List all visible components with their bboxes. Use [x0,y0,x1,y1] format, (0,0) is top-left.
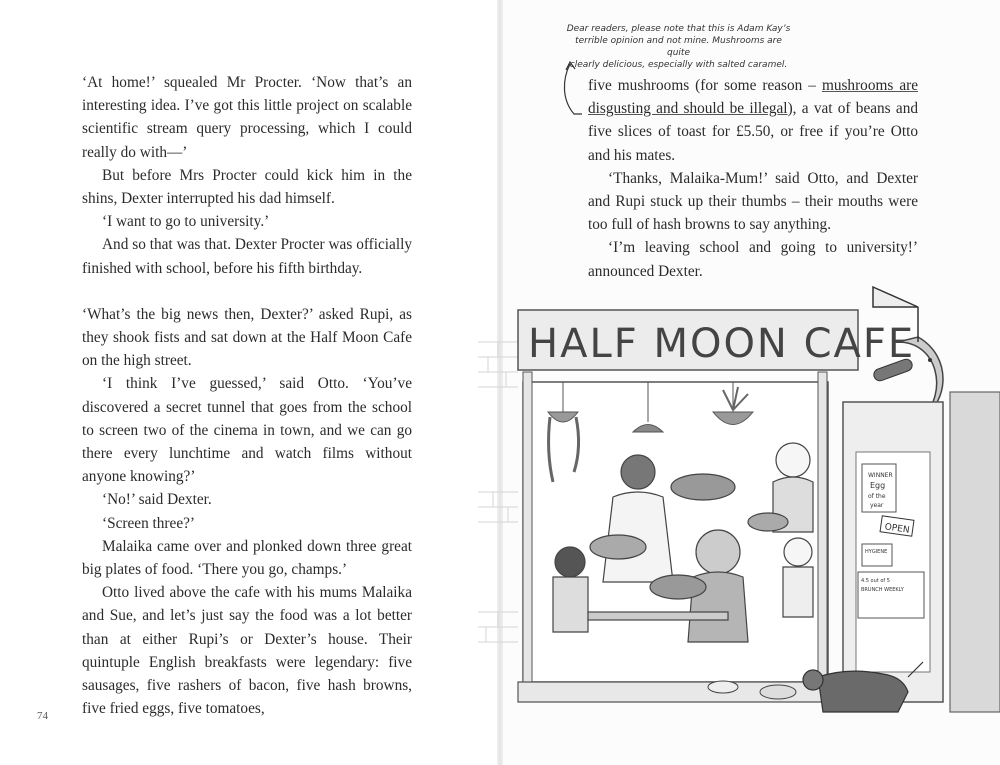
underlined-text: mushrooms are disgusting and should be illegal [588,77,918,118]
plate-of-food [590,535,646,559]
paragraph: ‘Screen three?’ [102,514,195,532]
left-page-text [82,71,412,720]
dog-bowl [708,681,738,693]
right-page-text [588,71,918,283]
paragraph [588,74,918,167]
paragraph: ‘I think I’ve guessed,’ said Otto. ‘You’ve discovered a secret tunnel that goes from the school to screen two of the cinema in town, and we can go there every lunchtime and watch films without anyone knowing?’ [82,375,412,486]
paragraph: ‘I’m leaving school and going to university!’ announced Dexter. [588,239,918,280]
plate-of-food [671,474,735,500]
cafe-sign-text: HALF MOON CAFE [528,321,916,367]
dog-bowl [760,685,796,699]
plate-of-food [650,575,706,599]
sue-figure [776,443,810,477]
dexter-figure [784,538,812,566]
paragraph: ‘What’s the big news then, Dexter?’ asked Rupi, as they shook fists and sat down at the Half Moon Cafe on the high street. [82,305,412,370]
hygiene-text: HYGIENE [865,549,888,555]
paragraph: Otto lived above the cafe with his mums Malaika and Sue, and let’s just say the food was a lot better than at either Rupi’s or Dexter’s house. Their quintuple English breakfasts were legendary: five sausages, five rashers of bacon, five hash browns, five fried eggs, five tomatoes, [82,584,412,718]
poster-text: of the [868,493,886,500]
footnote-line: Dear readers, please note that this is Adam Kay’s [566,24,791,34]
poster-text: Egg [870,481,886,490]
review-sign-text: 4.5 out of 5 [861,578,890,584]
poster-text: year [870,502,884,509]
brick-wall [478,342,518,642]
flag-icon [873,287,918,307]
otto-figure [696,530,740,574]
paragraph: ‘No!’ said Dexter. [102,491,212,509]
paragraph: ‘Thanks, Malaika-Mum!’ said Otto, and Dexter and Rupi stuck up their thumbs – their mouths were too full of hash browns to say anything. [588,169,918,234]
cafe-illustration [478,282,1000,760]
footnote-line: clearly delicious, especially with salted caramel. [569,60,788,70]
rupi-figure [555,547,585,577]
review-sign-text: BRUNCH WEEKLY [861,587,904,593]
open-sign-text: OPEN [884,522,911,536]
page-number: 74 [37,710,48,722]
text-run: ), a vat of beans and five slices of toast for £5.50, or free if you’re Otto and his mates. [588,100,918,164]
hygiene-sign [862,544,892,566]
paragraph: ‘At home!’ squealed Mr Procter. ‘Now that’s an interesting idea. I’ve got this little project on scalable scientific stream query processing, which I could really do with—’ [82,74,412,161]
footnote-line: terrible opinion and not mine. Mushrooms are quite [575,36,782,58]
paragraph: Malaika came over and plonked down three great big plates of food. ‘There you go, champs.’ [82,537,412,579]
text-run: five mushrooms (for some reason – [588,77,822,94]
paragraph: And so that was that. Dexter Procter was officially finished with school, before his fifth birthday. [82,236,412,277]
poster-text: WINNER [868,472,893,479]
paragraph: ‘I want to go to university.’ [102,213,270,231]
table [588,612,728,620]
paragraph: But before Mrs Procter could kick him in the shins, Dexter interrupted his dad himself. [82,166,412,208]
malaika-figure [621,455,655,489]
